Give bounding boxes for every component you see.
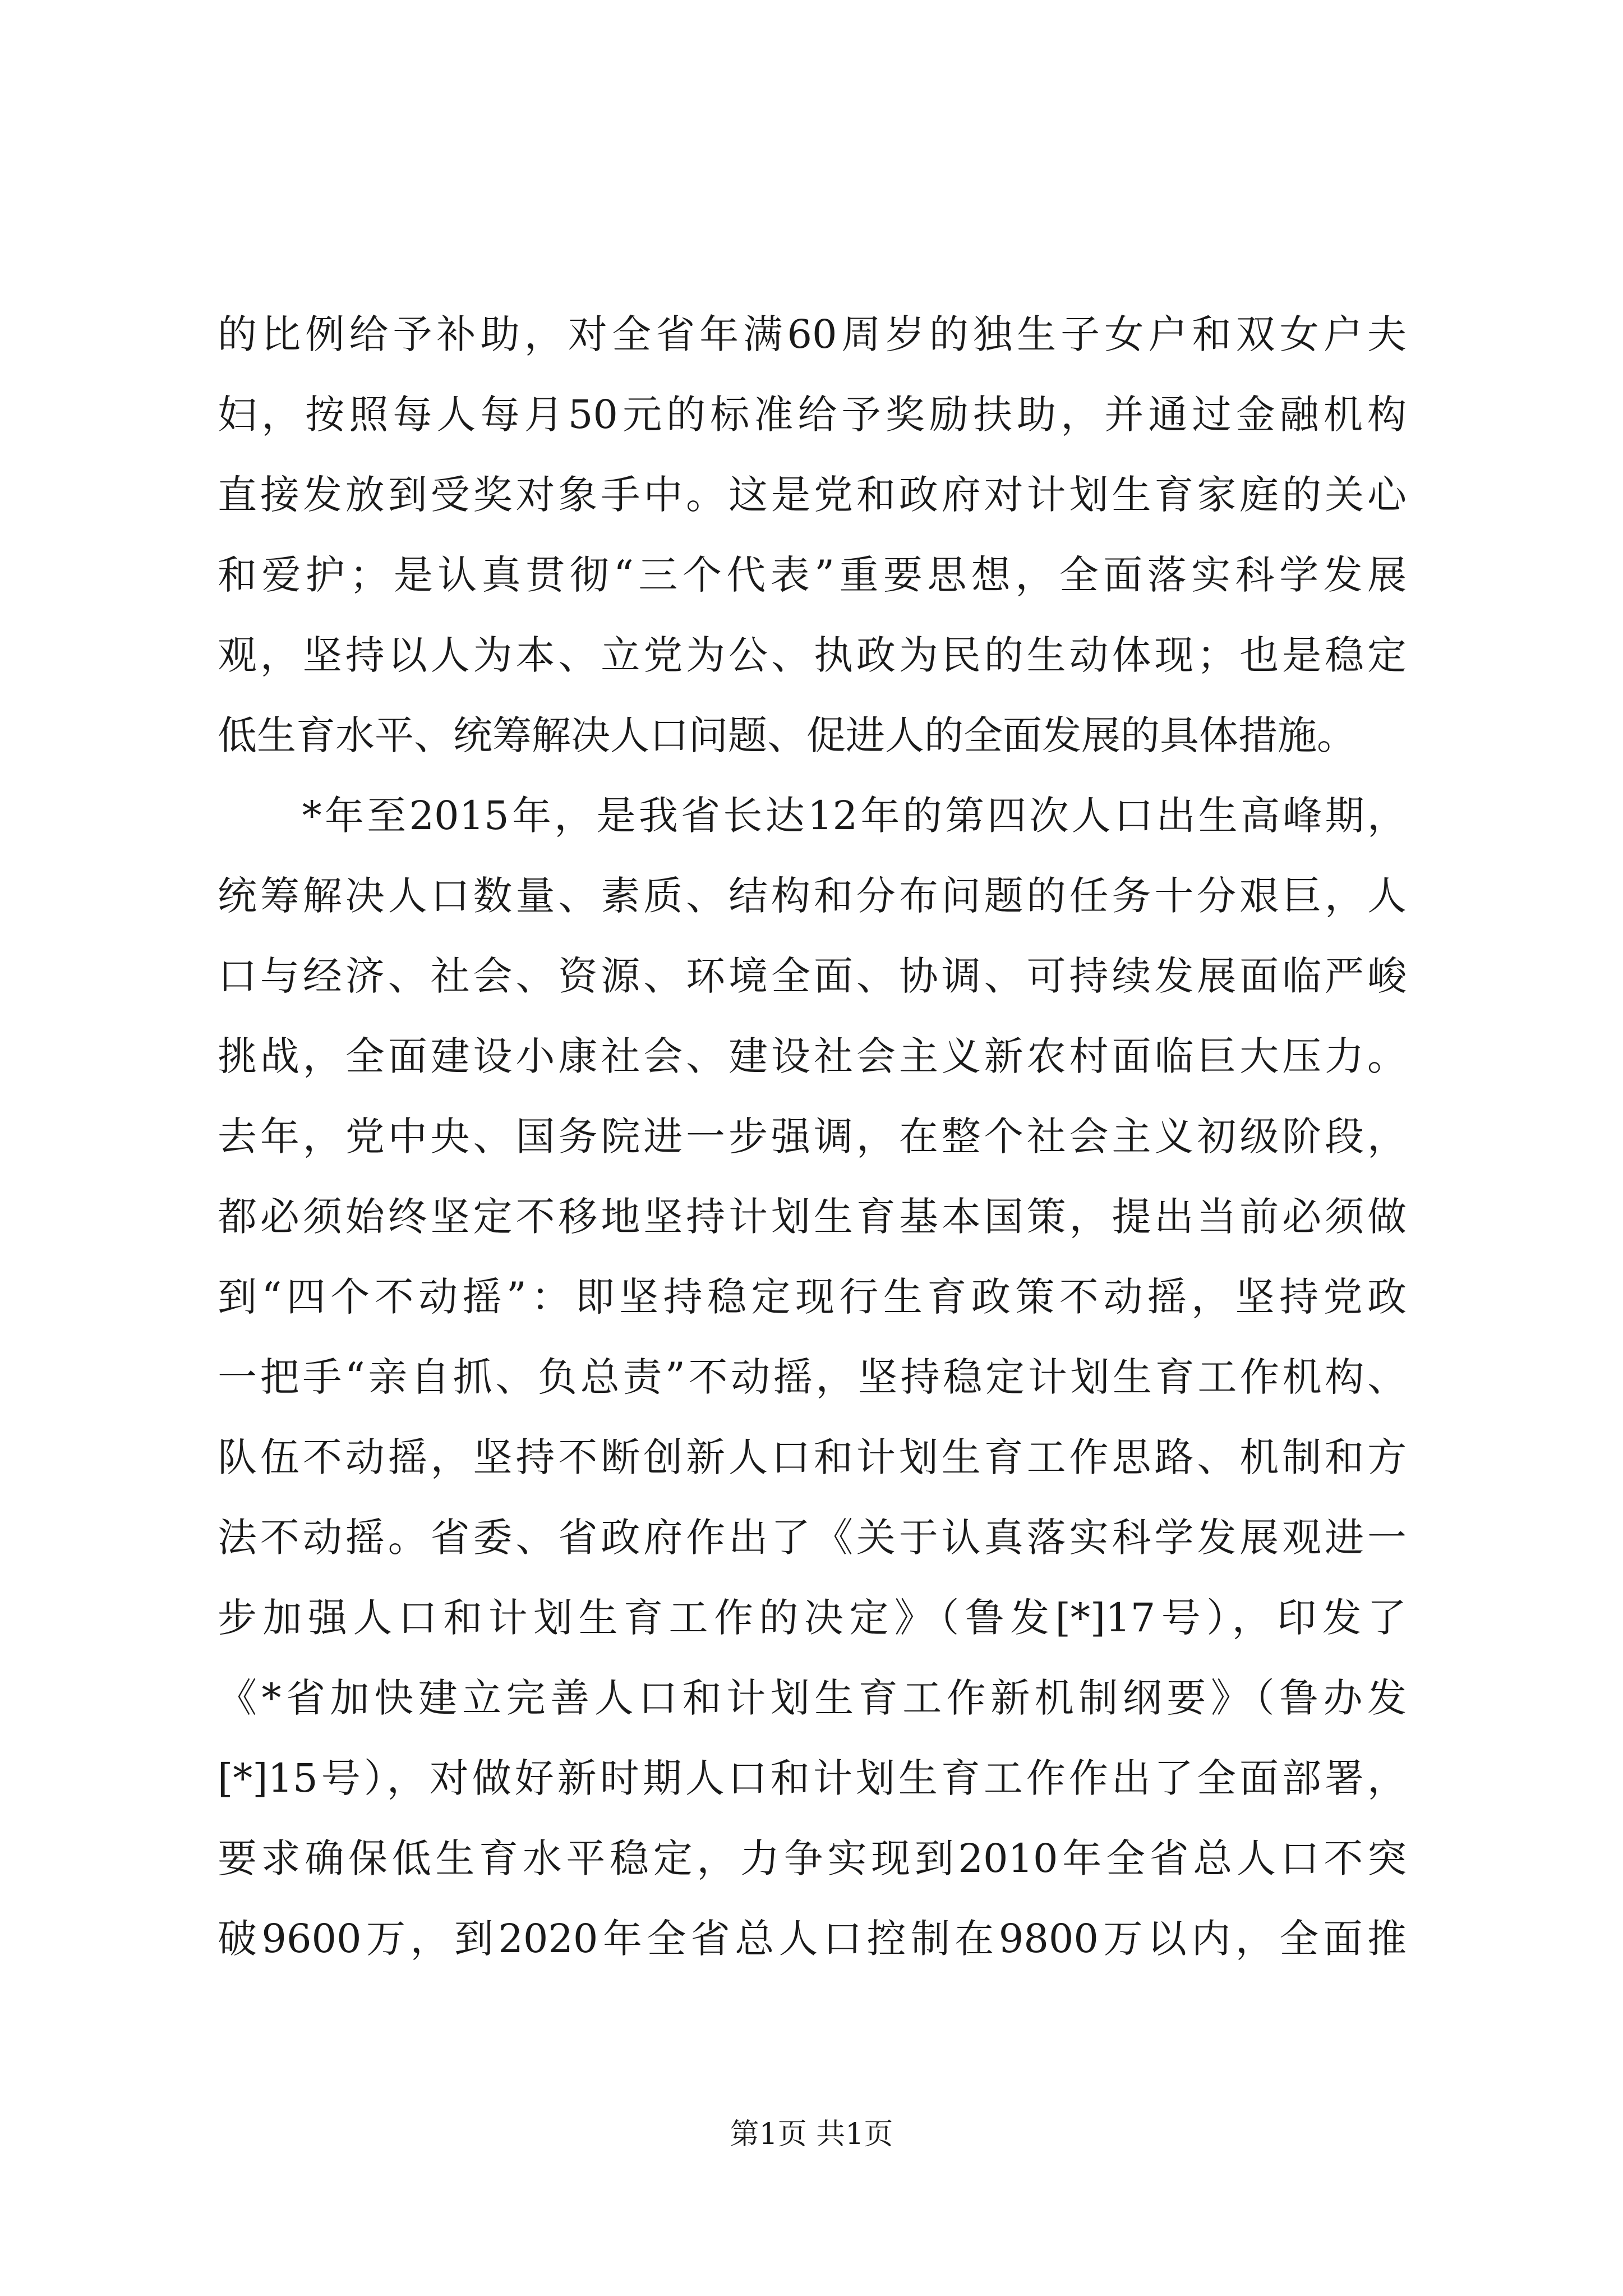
- text-line: 要求确保低生育水平稳定，力争实现到2010年全省总人口不突: [218, 1835, 1407, 1881]
- text-line: [*]15号），对做好新时期人口和计划生育工作作出了全面部署，: [218, 1755, 1407, 1801]
- text-line: 《*省加快建立完善人口和计划生育工作新机制纲要》（鲁办发: [218, 1675, 1407, 1721]
- text-line: 统筹解决人口数量、素质、结构和分布问题的任务十分艰巨，人: [218, 873, 1407, 919]
- text-line: 直接发放到受奖对象手中。这是党和政府对计划生育家庭的关心: [218, 472, 1407, 518]
- body-text: [218, 295, 1407, 1979]
- page-number-footer: 第1页 共1页: [730, 2118, 893, 2151]
- text-line: 队伍不动摇，坚持不断创新人口和计划生育工作思路、机制和方: [218, 1434, 1407, 1480]
- text-line: 都必须始终坚定不移地坚持计划生育基本国策，提出当前必须做: [218, 1194, 1407, 1240]
- text-line: 去年，党中央、国务院进一步强调，在整个社会主义初级阶段，: [218, 1114, 1407, 1159]
- text-line: 破9600万，到2020年全省总人口控制在9800万以内，全面推: [218, 1916, 1407, 1962]
- text-line: 的比例给予补助，对全省年满60周岁的独生子女户和双女户夫: [218, 311, 1407, 357]
- text-line: 低生育水平、统筹解决人口问题、促进人的全面发展的具体措施。: [218, 712, 1356, 758]
- text-line: 步加强人口和计划生育工作的决定》（鲁发[*]17号），印发了: [218, 1595, 1407, 1641]
- text-line: 到“四个不动摇”：即坚持稳定现行生育政策不动摇，坚持党政: [218, 1274, 1407, 1320]
- text-line: 妇，按照每人每月50元的标准给予奖励扶助，并通过金融机构: [218, 392, 1407, 438]
- text-line: 挑战，全面建设小康社会、建设社会主义新农村面临巨大压力。: [218, 1033, 1407, 1079]
- text-line: 口与经济、社会、资源、环境全面、协调、可持续发展面临严峻: [218, 953, 1407, 999]
- text-line: 观，坚持以人为本、立党为公、执政为民的生动体现；也是稳定: [218, 632, 1407, 678]
- text-line: 和爱护；是认真贯彻“三个代表”重要思想，全面落实科学发展: [218, 552, 1407, 598]
- text-line: *年至2015年，是我省长达12年的第四次人口出生高峰期，: [218, 793, 1407, 839]
- text-line: 法不动摇。省委、省政府作出了《关于认真落实科学发展观进一: [218, 1515, 1407, 1561]
- text-line: 一把手“亲自抓、负总责”不动摇，坚持稳定计划生育工作机构、: [218, 1354, 1407, 1400]
